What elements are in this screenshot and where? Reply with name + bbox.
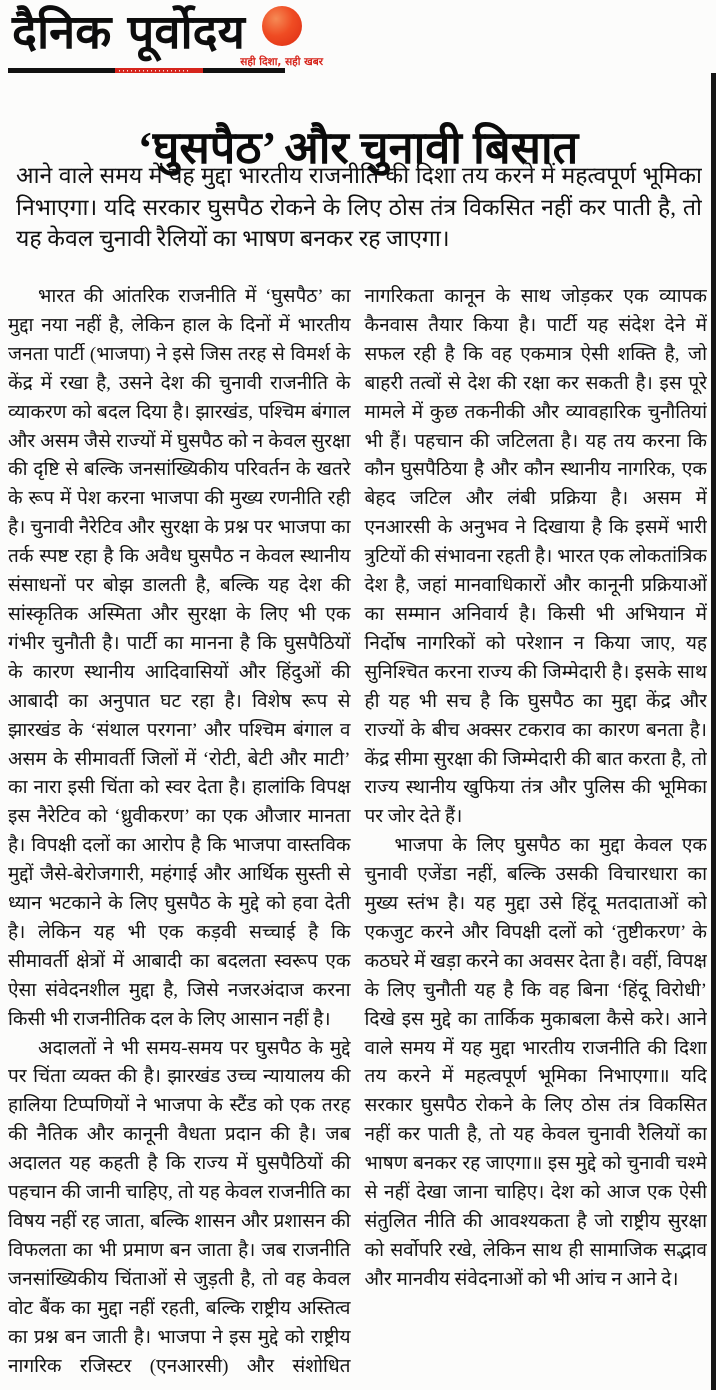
article-standfirst: आने वाले समय में यह मुद्दा भारतीय राजनीति की दिशा तय करने में महत्वपूर्ण भूमिका निभाएगा। यदि सरकार घुसपैठ रोकने के लिए ठोस तंत्र विकसित नहीं कर पाती है, तो यह केवल चुनावी रैलियों का भाषण बनकर रह जाएगा। <box>16 163 702 251</box>
page-edge-rule <box>711 73 716 1390</box>
sun-icon <box>262 6 302 46</box>
masthead <box>0 0 716 80</box>
body-paragraph-1: भारत की आंतरिक राजनीति में ‘घुसपैठ’ का मुद्दा नया नहीं है, लेकिन हाल के दिनों में भारतीय जनता पार्टी (भाजपा) ने इसे जिस तरह से विमर्श के केंद्र में रखा है, उसने देश की चुनावी राजनीति के व्याकरण को बदल दिया है। झारखंड, पश्चिम बंगाल और असम जैसे राज्यों में घुसपैठ को न केवल सुरक्षा की दृष्टि से बल्कि जनसांख्यिकीय परिवर्तन के खतरे के रूप में पेश करना भाजपा की मुख्य रणनीति रही है। चुनावी नैरेटिव और सुरक्षा के प्रश्न पर भाजपा का तर्क स्पष्ट रहा है कि अवैध घुसपैठ न केवल स्थानीय संसाधनों पर बोझ डालती है, बल्कि यह देश की सांस्कृतिक अस्मिता और सुरक्षा के लिए भी एक गंभीर चुनौती है। पार्टी का मानना है कि घुसपैठियों के कारण स्थानीय आदिवासियों और हिंदुओं की आबादी का अनुपात घट रहा है। विशेष रूप से झारखंड के ‘संथाल परगना’ और पश्चिम बंगाल व असम के सीमावर्ती जिलों में ‘रोटी, बेटी और माटी’ का नारा इसी चिंता को स्वर देता है। हालांकि विपक्ष इस नैरेटिव को ‘ध्रुवीकरण’ का एक औजार मानता है। विपक्षी दलों का आरोप है कि भाजपा वास्तविक मुद्दों जैसे-बेरोजगारी, महंगाई और आर्थिक सुस्ती से ध्यान भटकाने के लिए घुसपैठ के मुद्दे को हवा देती है। लेकिन यह भी एक कड़वी सच्चाई है कि सीमावर्ती क्षेत्रों में आबादी का बदलता स्वरूप एक ऐसा संवेदनशील मुद्दा है, जिसे नजरअंदाज करना किसी भी राजनीतिक दल के लिए आसान नहीं है। <box>8 286 351 1030</box>
newspaper-logo-text: दैनिक पूर्वोदय <box>12 5 245 60</box>
body-paragraph-2: अदालतों ने भी समय-समय पर घुसपैठ के मुद्दे पर चिंता व्यक्त की है। झारखंड उच्च न्यायालय की हालिया टिप्पणियों ने भाजपा के स्टैंड को एक तरह की नैतिक और कानूनी वैधता प्रदान की है। जब अदालत यह कहती है कि राज्य में घुसपैठियों की पहचान की जानी चाहिए, तो यह केवल राजनीति का विषय नहीं रह जाता, बल्कि शासन और प्रशासन की विफलता का भी प्रमाण बन जाता है। जब राजनीति जनसांख्यिकीय चिंताओं से जुड़ती है, तो वह केवल वोट बैंक का मुद्दा नहीं रहती, बल्कि राष्ट्रीय अस्तित्व का प्रश्न बन जाती है। भाजपा ने इस मुद्दे को राष्ट्रीय नागरिक रजिस्टर (एनआरसी) और संशोधित नागरिकता कानून के साथ जोड़कर एक व्यापक कैनवास तैयार किया है। पार्टी यह संदेश देने में सफल रही है कि वह एकमात्र ऐसी शक्ति है, जो बाहरी तत्वों से देश की रक्षा कर सकती है। इस पूरे मामले में कुछ तकनीकी और व्यावहारिक चुनौतियां भी हैं। पहचान की जटिलता है। यह तय करना कि कौन घुसपैठिया है और कौन स्थानीय नागरिक, एक बेहद जटिल और लंबी प्रक्रिया है। असम में एनआरसी के अनुभव ने दिखाया है कि इसमें भारी त्रुटियों की संभावना रहती है। भारत एक लोकतांत्रिक देश है, जहां मानवाधिकारों और कानूनी प्रक्रियाओं का सम्मान अनिवार्य है। किसी भी अभियान में निर्दोष नागरिकों को परेशान न किया जाए, यह सुनिश्चित करना राज्य की जिम्मेदारी है। इसके साथ ही यह भी सच है कि घुसपैठ का मुद्दा केंद्र और राज्यों के बीच अक्सर टकराव का कारण बनता है। केंद्र सीमा सुरक्षा की जिम्मेदारी की बात करता है, तो राज्य स्थानीय खुफिया तंत्र और पुलिस की भूमिका पर जोर देते हैं। <box>8 286 707 1377</box>
masthead-tagline: सही दिशा, सही खबर <box>240 56 323 68</box>
masthead-ribbon <box>115 68 203 73</box>
newspaper-logo <box>12 4 245 66</box>
article-body <box>8 283 707 1387</box>
article-headline: ‘घुसपैठ’ और चुनावी बिसात <box>137 123 579 174</box>
body-paragraph-3: भाजपा के लिए घुसपैठ का मुद्दा केवल एक चुनावी एजेंडा नहीं, बल्कि उसकी विचारधारा का मुख्य स्तंभ है। यह मुद्दा उसे हिंदू मतदाताओं को एकजुट करने और विपक्षी दलों को ‘तुष्टीकरण’ के कठघरे में खड़ा करने का अवसर देता है। वहीं, विपक्ष के लिए चुनौती यह है कि वह बिना ‘हिंदू विरोधी’ दिखे इस मुद्दे का तार्किक मुकाबला कैसे करे। आने वाले समय में यह मुद्दा भारतीय राजनीति की दिशा तय करने में महत्वपूर्ण भूमिका निभाएगा॥ यदि सरकार घुसपैठ रोकने के लिए ठोस तंत्र विकसित नहीं कर पाती है, तो यह केवल चुनावी रैलियों का भाषण बनकर रह जाएगा॥ इस मुद्दे को चुनावी चश्मे से नहीं देखा जाना चाहिए। देश को आज एक ऐसी संतुलित नीति की आवश्यकता है जो राष्ट्रीय सुरक्षा को सर्वोपरि रखे, लेकिन साथ ही सामाजिक सद्भाव और मानवीय संवेदनाओं को भी आंच न आने दे। <box>364 835 707 1290</box>
